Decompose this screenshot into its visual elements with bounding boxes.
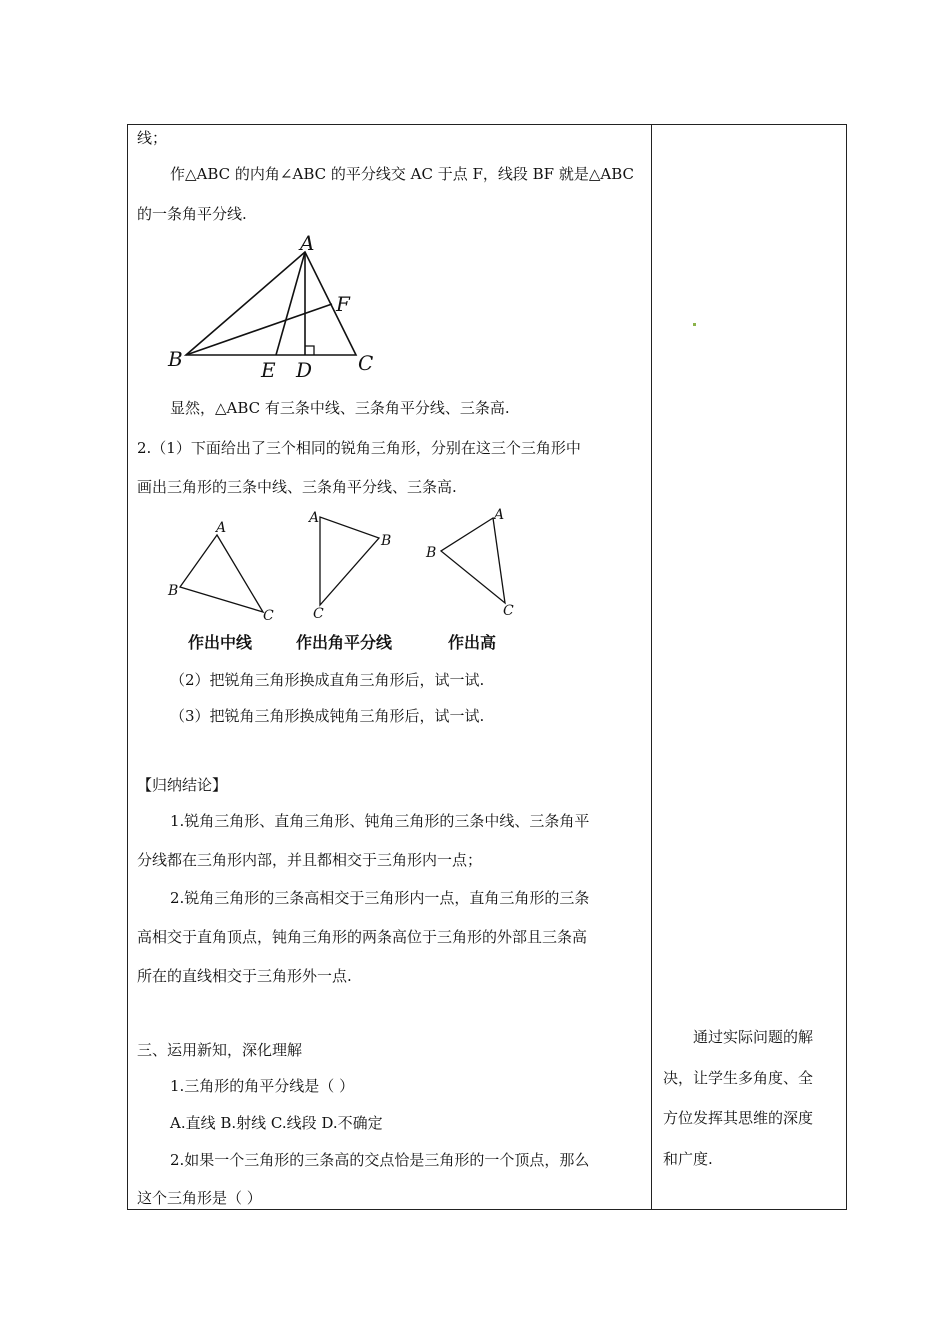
text-line: 作△ABC 的内角∠ABC 的平分线交 AC 于点 F，线段 BF 就是△ABC [170,165,634,183]
section-heading: 三、运用新知，深化理解 [137,1041,303,1059]
note-line: 方位发挥其思维的深度 [663,1109,814,1127]
label-b: B [168,583,179,599]
text-line: A.直线 B.射线 C.线段 D.不确定 [170,1114,383,1132]
section-heading: 【归纳结论】 [137,776,228,794]
text-line: 线； [137,129,168,147]
label-f: F [336,292,350,316]
text-line: 显然，△ABC 有三条中线、三条角平分线、三条高. [170,399,510,417]
text-line: 的一条角平分线. [137,205,247,223]
speck [693,323,696,326]
caption-bisector: 作出角平分线 [296,633,393,652]
label-b: B [381,533,392,549]
label-c: C [503,603,514,619]
label-c: C [358,351,374,375]
caption-median: 作出中线 [188,633,253,652]
note-line: 和广度. [663,1150,713,1168]
text-line: 画出三角形的三条中线、三条角平分线、三条高. [137,478,457,496]
triangle-median [180,535,263,612]
text-line: 1.锐角三角形、直角三角形、钝角三角形的三条中线、三条角平 [170,812,590,830]
triangle-bisector [320,517,379,605]
text-line: 1.三角形的角平分线是（ ） [170,1077,355,1095]
text-line: 所在的直线相交于三角形外一点. [137,967,352,985]
text-line: （3）把锐角三角形换成钝角三角形后，试一试. [170,707,485,725]
bisector-bf [186,304,332,355]
caption-altitude: 作出高 [448,633,497,652]
label-a: A [300,231,315,255]
triangle-altitude [441,518,505,603]
text-line: （2）把锐角三角形换成直角三角形后，试一试. [170,671,485,689]
label-a: A [216,520,227,536]
text-line: 2.如果一个三角形的三条高的交点恰是三角形的一个顶点，那么 [170,1151,590,1169]
column-divider [651,124,652,1210]
text-line: 这个三角形是（ ） [137,1189,262,1207]
note-line: 通过实际问题的解 [693,1028,814,1046]
three-triangles-figure [160,505,530,620]
text-line: 2.锐角三角形的三条高相交于三角形内一点，直角三角形的三条 [170,889,590,907]
label-e: E [261,358,276,382]
triangle-figure [160,230,390,385]
label-d: D [296,358,313,382]
label-a: A [494,507,505,523]
label-c: C [313,606,324,620]
median-ae [276,252,305,355]
triangle-abc [186,252,356,355]
label-b: B [168,347,183,371]
text-line: 2.（1）下面给出了三个相同的锐角三角形，分别在这三个三角形中 [137,439,581,457]
right-angle-mark [305,346,314,355]
text-line: 分线都在三角形内部，并且都相交于三角形内一点； [137,851,483,869]
label-b: B [426,545,437,561]
label-c: C [263,608,274,620]
text-line: 高相交于直角顶点，钝角三角形的两条高位于三角形的外部且三条高 [137,928,588,946]
note-line: 决，让学生多角度、全 [663,1069,814,1087]
label-a: A [309,510,320,526]
